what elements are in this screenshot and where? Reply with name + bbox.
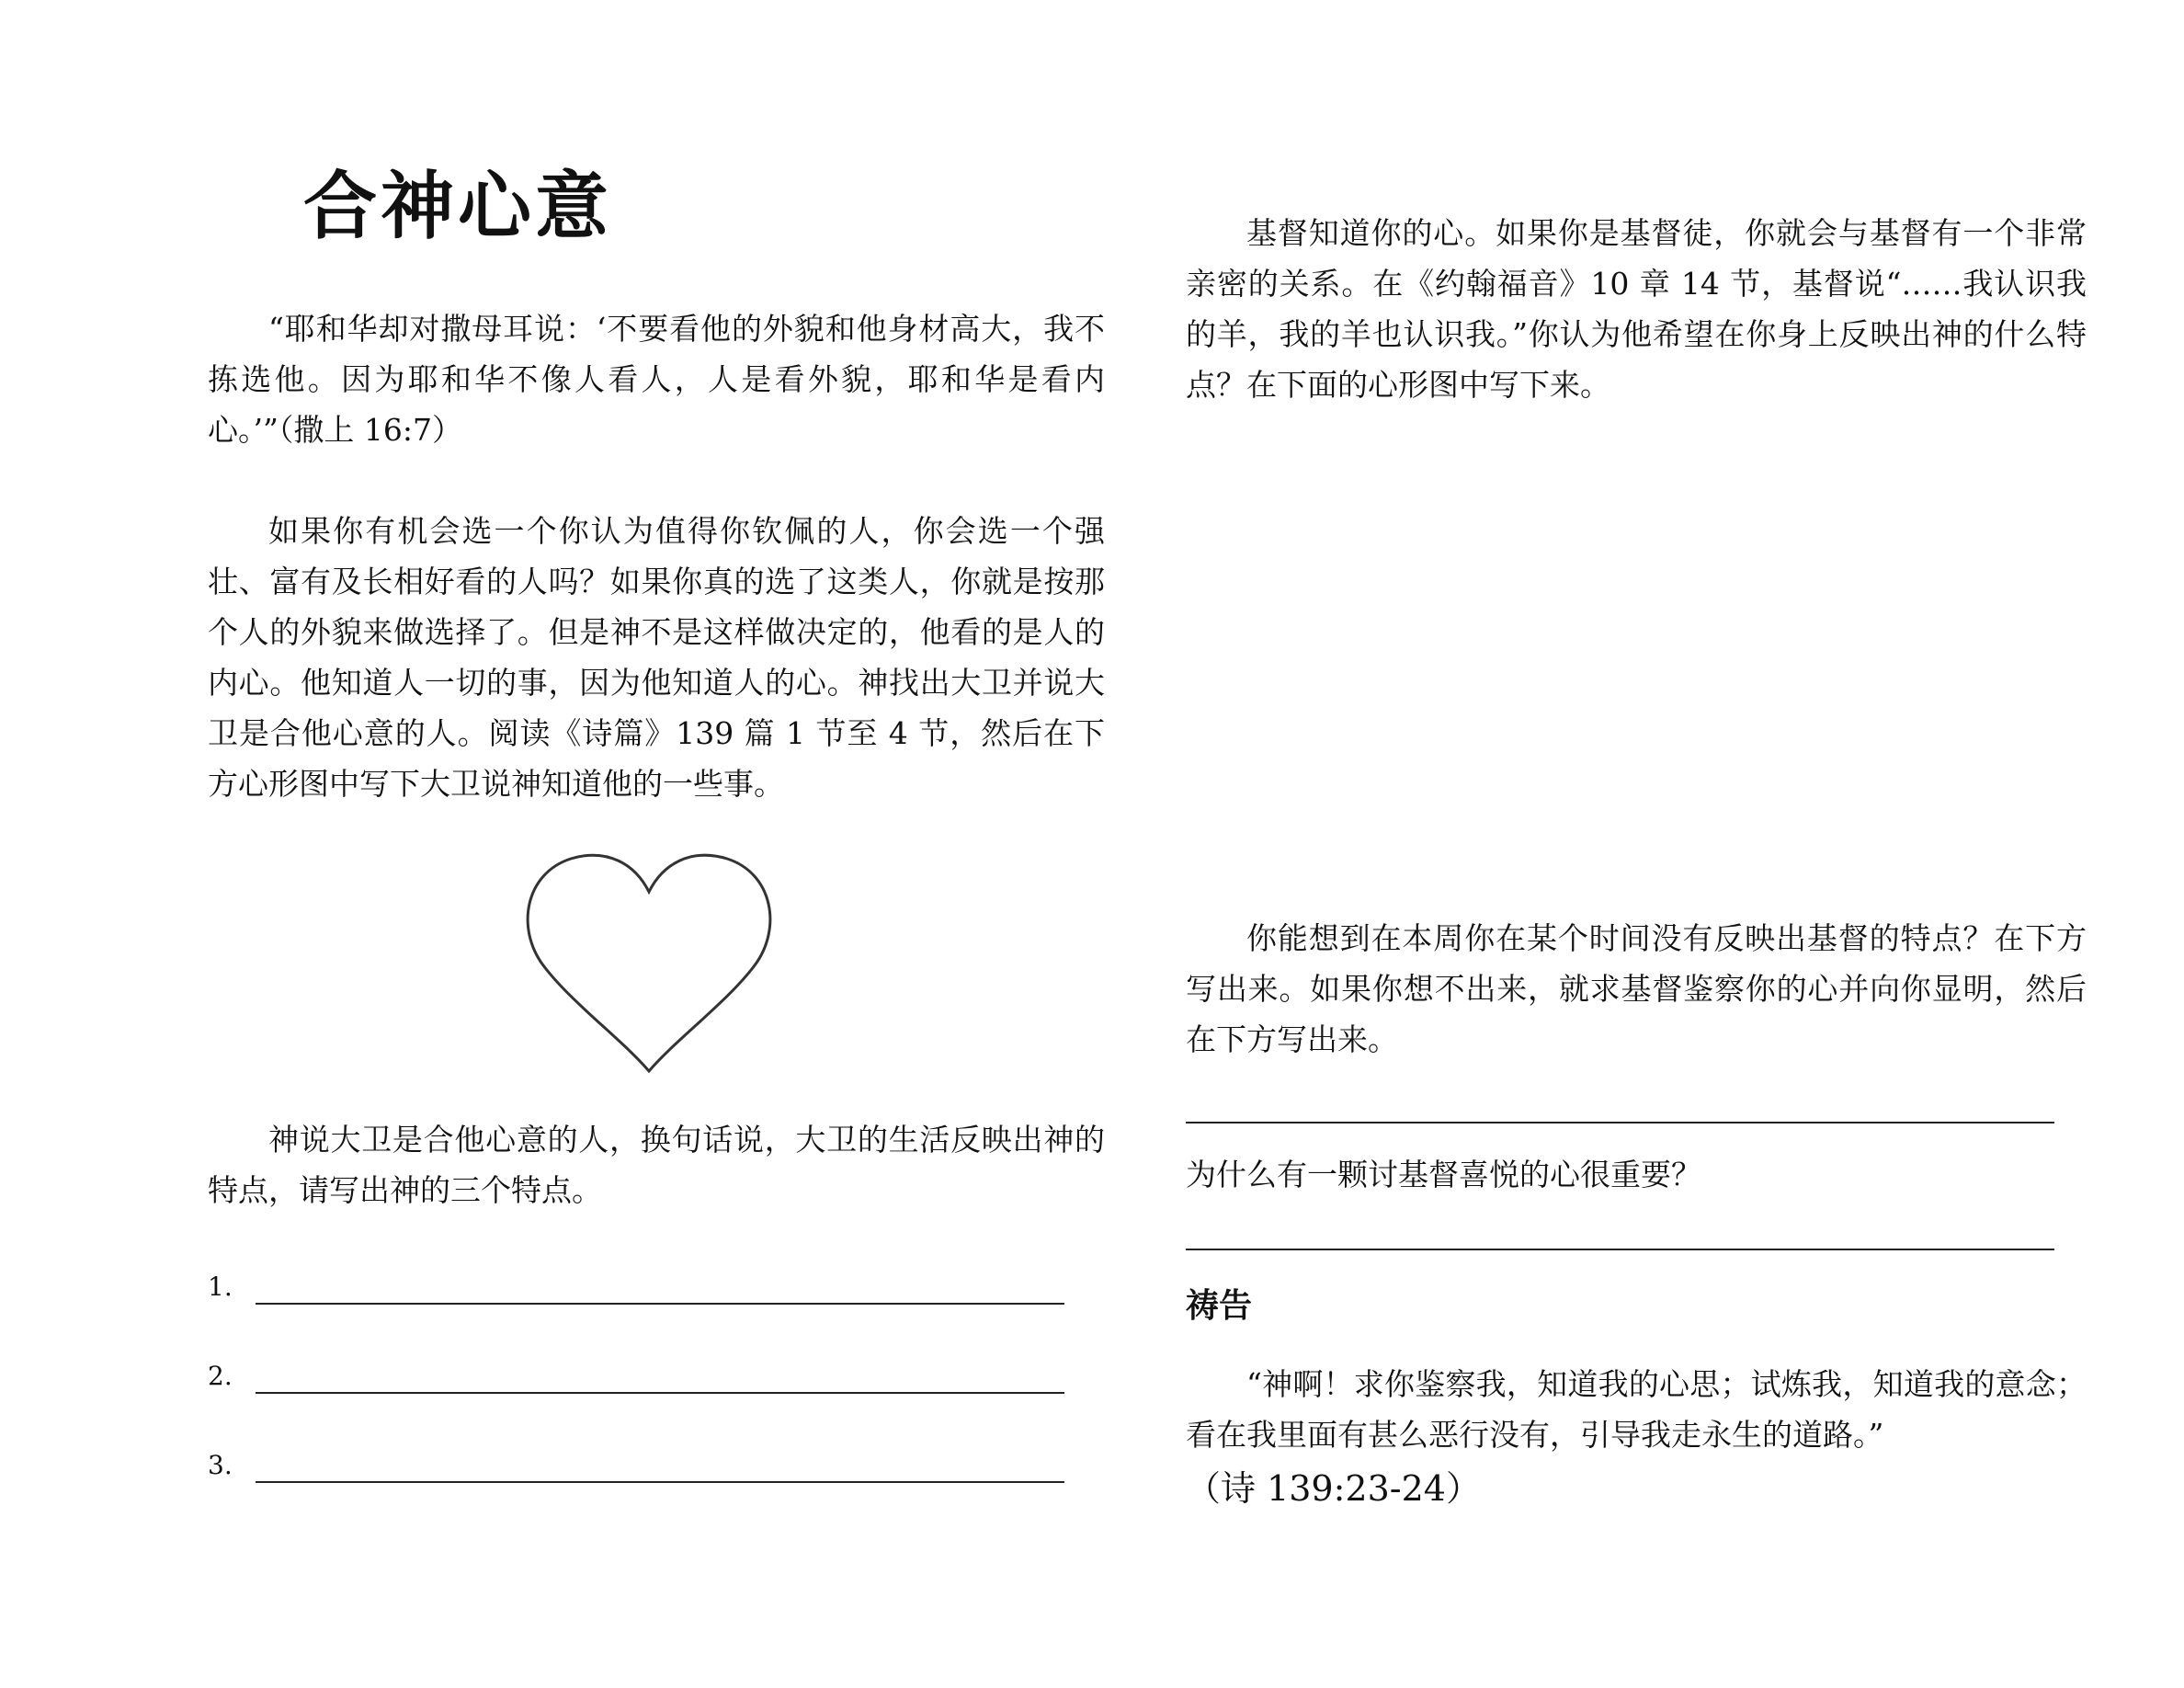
prayer-reference: （诗 139:23-24） bbox=[1186, 1468, 1481, 1509]
answer-number: 1. bbox=[208, 1272, 233, 1302]
reflection-prompt: 你能想到在本周你在某个时间没有反映出基督的特点？在下方写出来。如果你想不出来，就求基督鉴察你的心并向你显明，然后在下方写出来。 bbox=[1186, 920, 2087, 1057]
write-line bbox=[256, 1303, 1064, 1305]
prayer-text: “神啊！求你鉴察我，知道我的心思；试炼我，知道我的意念；看在我里面有甚么恶行没有，引导我走永生的道路。” bbox=[1186, 1366, 2087, 1453]
write-line[interactable] bbox=[1186, 1122, 2054, 1123]
intro-paragraph: 如果你有机会选一个你认为值得你钦佩的人，你会选一个强壮、富有及长相好看的人吗？如果你真的选了这类人，你就是按那个人的外貌来做选择了。但是神不是这样做决定的，他看的是人的内心。他知道人一切的事，因为他知道人的心。神找出大卫并说大卫是合他心意的人。阅读《诗篇》139 篇 1 节至 4 节，然后在下方心形图中写下大卫说神知道他的一些事。 bbox=[208, 513, 1105, 802]
question-text: 为什么有一颗讨基督喜悦的心很重要？ bbox=[1186, 1157, 1701, 1192]
answer-line-3[interactable] bbox=[208, 1450, 1072, 1487]
answer-line-1[interactable] bbox=[208, 1272, 1072, 1308]
write-line[interactable] bbox=[1186, 1249, 2054, 1250]
answer-number: 3. bbox=[208, 1450, 233, 1480]
write-line bbox=[256, 1392, 1064, 1394]
page-title: 合神心意 bbox=[303, 164, 612, 249]
traits-prompt: 神说大卫是合他心意的人，换句话说，大卫的生活反映出神的特点，请写出神的三个特点。 bbox=[208, 1122, 1105, 1208]
christ-knows-paragraph: 基督知道你的心。如果你是基督徒，你就会与基督有一个非常亲密的关系。在《约翰福音》10 章 14 节，基督说“……我认识我的羊，我的羊也认识我。”你认为他希望在你身上反映出神的什么特点？在下面的心形图中写下来。 bbox=[1186, 215, 2087, 403]
left-column bbox=[208, 0, 1105, 1688]
heart-icon bbox=[520, 846, 778, 1076]
right-column bbox=[1186, 0, 2087, 1688]
heart-outline bbox=[528, 855, 770, 1071]
answer-line-2[interactable] bbox=[208, 1361, 1072, 1397]
prayer-heading: 祷告 bbox=[1186, 1287, 1253, 1325]
scripture-verse: “耶和华却对撒母耳说：‘不要看他的外貌和他身材高大，我不拣选他。因为耶和华不像人看人，人是看外貌，耶和华是看内心。’”（撒上 16:7） bbox=[208, 311, 1105, 448]
answer-number: 2. bbox=[208, 1361, 233, 1391]
write-line bbox=[256, 1481, 1064, 1483]
